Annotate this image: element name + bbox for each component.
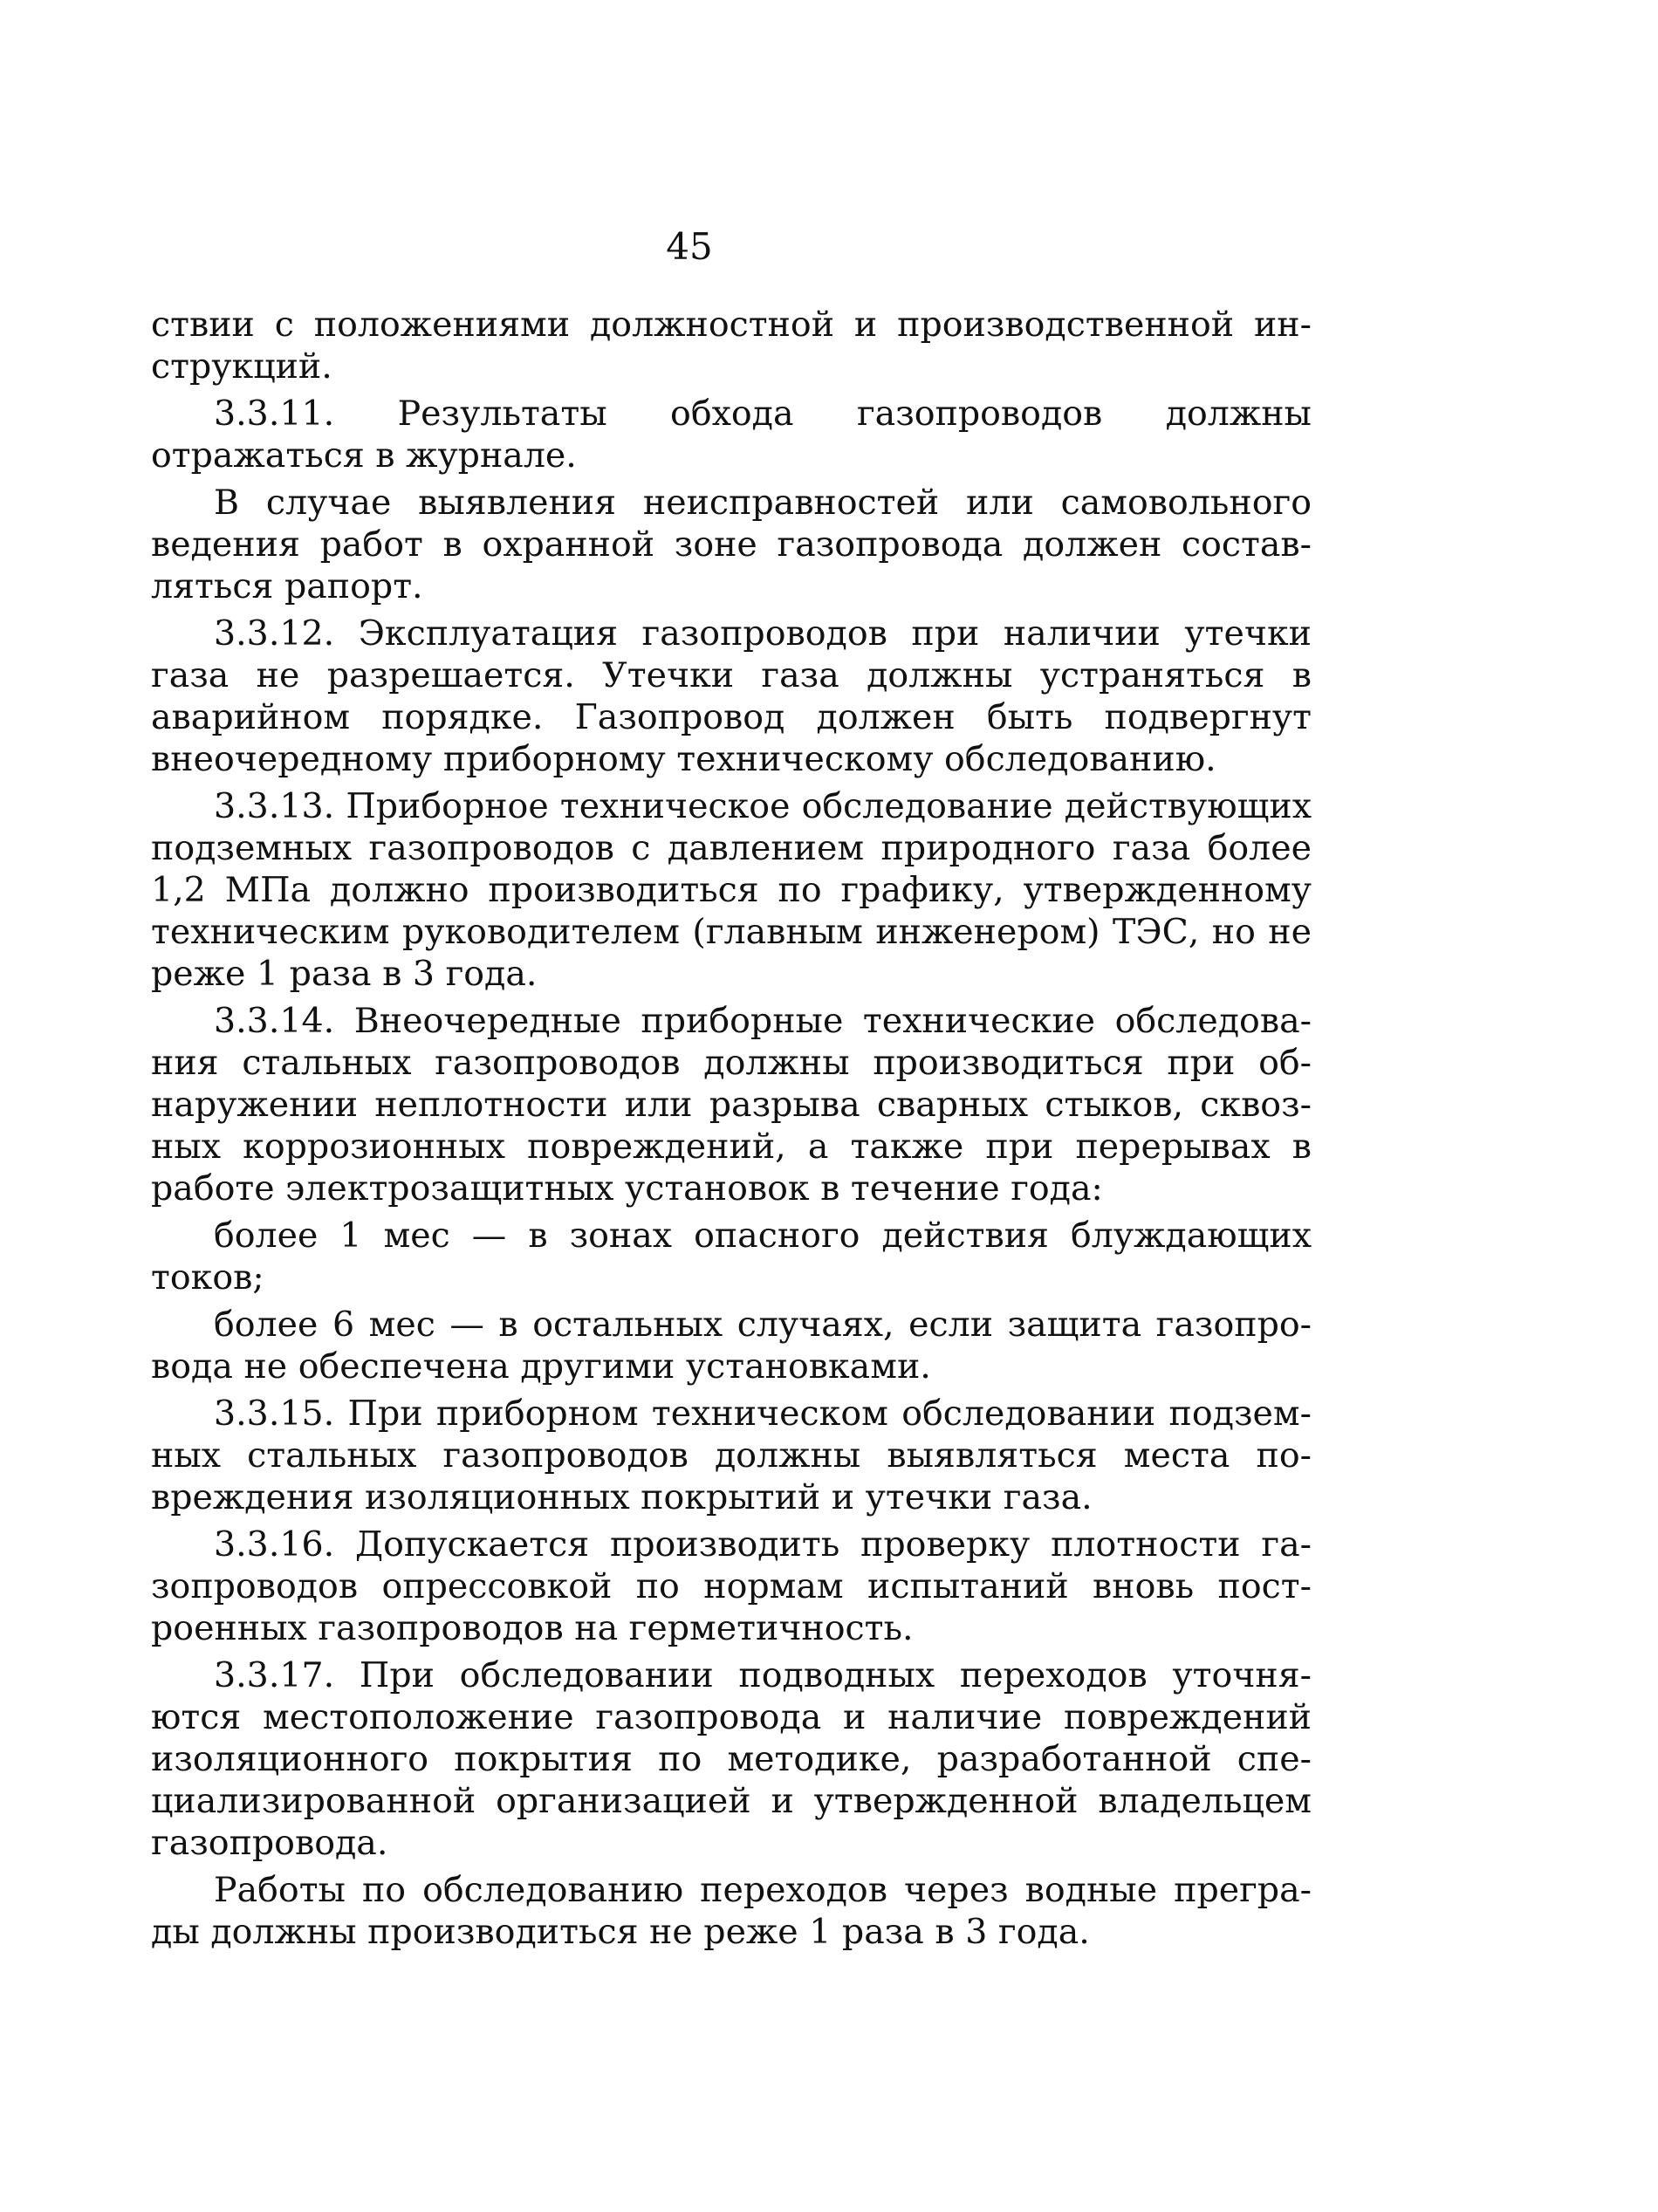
paragraph-3-3-17: 3.3.17. При обследовании подводных переходов уточняются местоположение газопровода и наличие повреждений изоляционного покрытия по методике, разработанной специализированной организацией и утвержденной владельцем газопровода. — [151, 1655, 1312, 1863]
list-item-stray-currents: более 1 мес — в зонах опасного действия блуждающих токов; — [151, 1216, 1312, 1298]
list-item-other-cases: более 6 мес — в остальных случаях, если защита газопровода не обеспечена другими установками. — [151, 1305, 1312, 1387]
paragraph-3-3-16: 3.3.16. Допускается производить проверку плотности газопроводов опрессовкой по нормам испытаний вновь построенных газопроводов на герметичность. — [151, 1524, 1312, 1648]
page-number: 45 — [666, 225, 713, 268]
paragraph-3-3-12: 3.3.12. Эксплуатация газопроводов при наличии утечки газа не разрешается. Утечки газа должны устраняться в аварийном порядке. Газопровод должен быть подвергнут внеочередному приборному техническому обследованию. — [151, 613, 1312, 779]
paragraph-report: В случае выявления неисправностей или самовольного ведения работ в охранной зоне газопровода должен составляться рапорт. — [151, 483, 1312, 606]
paragraph-continuation: ствии с положениями должностной и производственной инструкций. — [151, 305, 1312, 387]
paragraph-water-crossings: Работы по обследованию переходов через водные преграды должны производиться не реже 1 раза в 3 года. — [151, 1870, 1312, 1952]
paragraph-3-3-15: 3.3.15. При приборном техническом обследовании подземных стальных газопроводов должны выявляться места повреждения изоляционных покрытий и утечки газа. — [151, 1394, 1312, 1517]
paragraph-3-3-14: 3.3.14. Внеочередные приборные технические обследования стальных газопроводов должны производиться при обнаружении неплотности или разрыва сварных стыков, сквозных коррозионных повреждений, а также при перерывах в работе электрозащитных установок в течение года: — [151, 1001, 1312, 1209]
paragraph-3-3-13: 3.3.13. Приборное техническое обследование действующих подземных газопроводов с давлением природного газа более 1,2 МПа должно производиться по графику, утвержденному техническим руководителем (главным инженером) ТЭС, но не реже 1 раза в 3 года. — [151, 786, 1312, 994]
body-text — [151, 304, 1312, 1955]
paragraph-3-3-11: 3.3.11. Результаты обхода газопроводов должны отражаться в журнале. — [151, 394, 1312, 476]
